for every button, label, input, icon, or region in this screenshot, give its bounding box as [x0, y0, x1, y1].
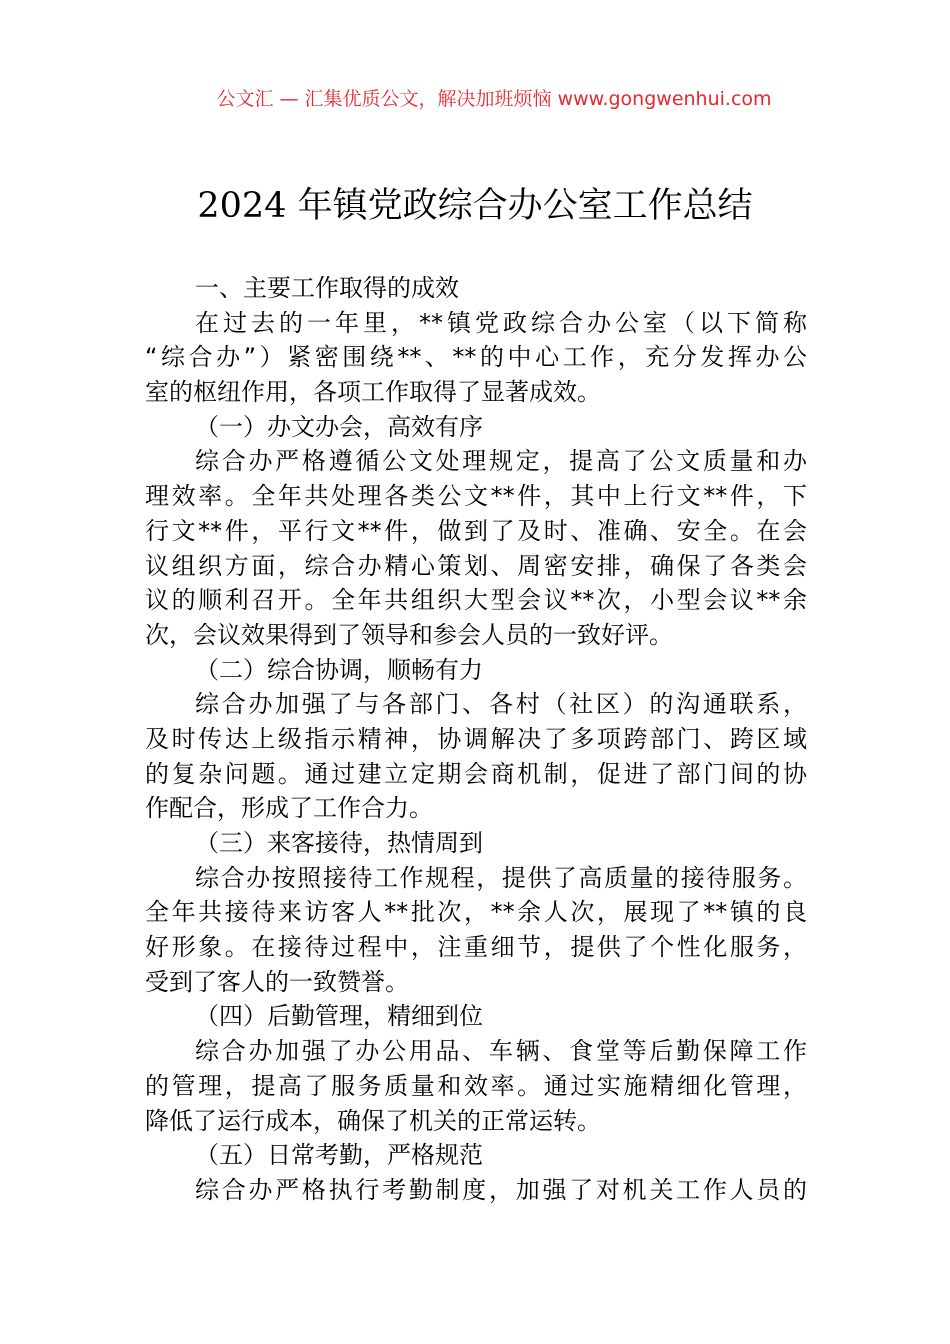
text-line: 降低了运行成本，确保了机关的正常运转。 [145, 1106, 601, 1135]
section-heading [145, 1138, 807, 1173]
section-heading [145, 826, 807, 861]
text-line: 的复杂问题。通过建立定期会商机制，促进了部门间的协 [145, 759, 807, 788]
section-heading [145, 271, 807, 306]
text-line: 行文**件，平行文**件，做到了及时、准确、安全。在会 [145, 516, 807, 545]
text-line: 的管理，提高了服务质量和效率。通过实施精细化管理， [145, 1071, 807, 1100]
text-line: （四）后勤管理，精细到位 [195, 1002, 483, 1031]
text-line: 次，会议效果得到了领导和参会人员的一致好评。 [145, 620, 673, 649]
text-line: （五）日常考勤，严格规范 [195, 1141, 483, 1170]
text-line: 综合办加强了办公用品、车辆、食堂等后勤保障工作 [195, 1037, 807, 1066]
section-heading [145, 653, 807, 688]
paragraph [145, 444, 807, 652]
paragraph [145, 687, 807, 826]
text-line: 作配合，形成了工作合力。 [145, 794, 433, 823]
section-heading [145, 410, 807, 445]
paragraph [145, 1173, 807, 1208]
paragraph [145, 861, 807, 1000]
text-line: （一）办文办会，高效有序 [195, 412, 483, 441]
text-line: 及时传达上级指示精神，协调解决了多项跨部门、跨区域 [145, 724, 807, 753]
text-line: 全年共接待来访客人**批次，**余人次，展现了**镇的良 [145, 898, 807, 927]
paragraph [145, 306, 807, 410]
document-title: 2024 年镇党政综合办公室工作总结 [197, 186, 753, 226]
text-line: 好形象。在接待过程中，注重细节，提供了个性化服务， [145, 933, 807, 962]
text-line: 理效率。全年共处理各类公文**件，其中上行文**件，下 [145, 482, 807, 511]
text-line: （二）综合协调，顺畅有力 [195, 655, 483, 684]
text-line: 议组织方面，综合办精心策划、周密安排，确保了各类会 [145, 551, 807, 580]
paragraph [145, 1034, 807, 1138]
text-line: 一、主要工作取得的成效 [195, 274, 459, 302]
watermark-banner: 公文汇 — 汇集优质公文，解决加班烦恼 www.gongwenhui.com [216, 88, 772, 110]
text-line: 受到了客人的一致赞誉。 [145, 967, 409, 996]
text-line: 综合办严格遵循公文处理规定，提高了公文质量和办 [195, 447, 807, 476]
text-line: 在过去的一年里，**镇党政综合办公室（以下简称 [195, 308, 807, 337]
text-line: 综合办加强了与各部门、各村（社区）的沟通联系， [195, 690, 807, 719]
document-body [145, 271, 807, 1208]
text-line: 议的顺利召开。全年共组织大型会议**次，小型会议**余 [145, 586, 807, 615]
section-heading [145, 999, 807, 1034]
text-line: 综合办按照接待工作规程，提供了高质量的接待服务。 [195, 863, 807, 892]
text-line: 综合办严格执行考勤制度，加强了对机关工作人员的 [195, 1175, 807, 1204]
text-line: “综合办”）紧密围绕**、**的中心工作，充分发挥办公 [145, 343, 807, 372]
text-line: 室的枢纽作用，各项工作取得了显著成效。 [145, 378, 601, 407]
text-line: （三）来客接待，热情周到 [195, 829, 483, 857]
